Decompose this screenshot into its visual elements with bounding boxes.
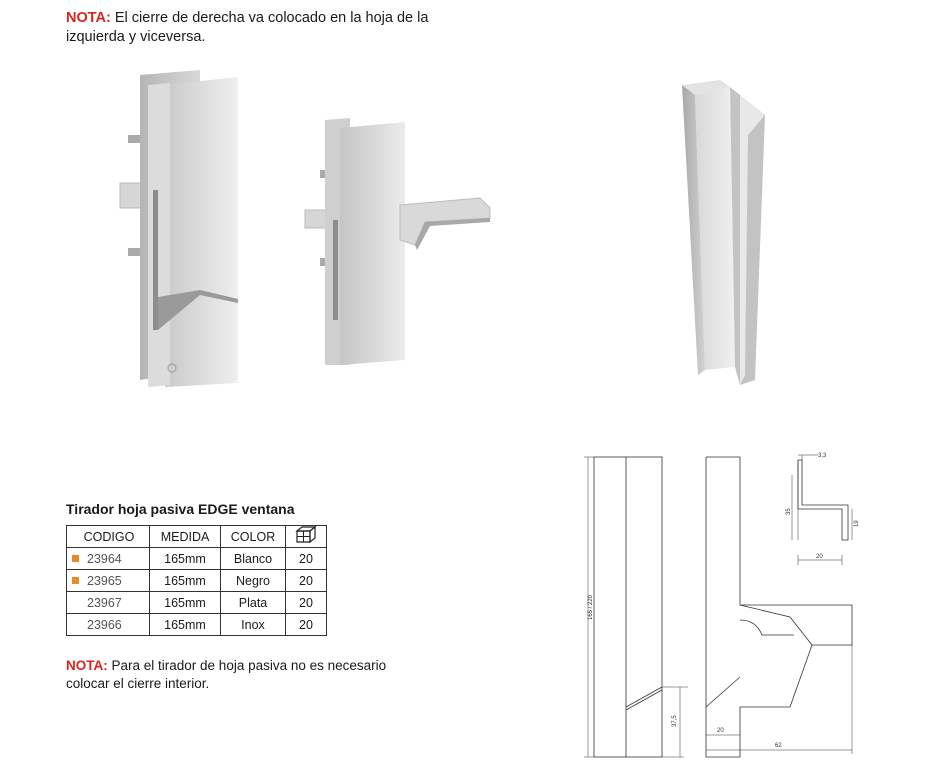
- product-measure: 165mm: [150, 592, 221, 614]
- header-color: COLOR: [221, 526, 286, 548]
- table-row: [67, 614, 327, 636]
- note-top: [66, 9, 466, 47]
- header-code: CODIGO: [67, 526, 150, 548]
- product-measure: 165mm: [150, 570, 221, 592]
- box-icon: [295, 526, 317, 544]
- product-color: Negro: [221, 570, 286, 592]
- product-table: [66, 525, 327, 636]
- product-measure: 165mm: [150, 548, 221, 570]
- table-header-row: [67, 526, 327, 548]
- product-qty: 20: [286, 592, 327, 614]
- dim-375-label: 37,5: [672, 715, 678, 727]
- table-row: [67, 570, 327, 592]
- product-measure: 165mm: [150, 614, 221, 636]
- dim-20-bottom-label: 20: [717, 728, 724, 734]
- note-bottom-text: Para el tirador de hoja pasiva no es necesario colocar el cierre interior.: [66, 658, 387, 691]
- product-code: 23964: [87, 551, 122, 566]
- table-row: [67, 592, 327, 614]
- note-top-label: NOTA:: [66, 10, 111, 26]
- table-title: Tirador hoja pasiva EDGE ventana: [66, 501, 295, 517]
- product-image-profile: [670, 75, 780, 390]
- dim-35-label: 35: [786, 508, 792, 515]
- header-box: [286, 526, 327, 548]
- drawing-section-view: [792, 455, 852, 565]
- dim-33-label: 3,3: [818, 453, 827, 459]
- dim-20-top-label: 20: [816, 554, 823, 560]
- dim-62-label: 62: [775, 743, 782, 749]
- color-marker: [72, 577, 79, 584]
- product-code: 23967: [87, 595, 122, 610]
- dim-height-label: 165 / 220: [588, 594, 594, 620]
- color-marker: [72, 555, 79, 562]
- product-image-lock-right: [110, 65, 250, 400]
- product-code: 23965: [87, 573, 122, 588]
- product-qty: 20: [286, 570, 327, 592]
- product-color: Inox: [221, 614, 286, 636]
- dim-19-label: 19: [854, 520, 860, 527]
- header-measure: MEDIDA: [150, 526, 221, 548]
- product-code: 23966: [87, 617, 122, 632]
- product-color: Plata: [221, 592, 286, 614]
- technical-drawing: [580, 445, 870, 765]
- note-top-text: El cierre de derecha va colocado en la hoja de la izquierda y viceversa.: [66, 10, 429, 45]
- note-bottom: [66, 657, 426, 693]
- drawing-front-view: [584, 457, 688, 757]
- product-qty: 20: [286, 614, 327, 636]
- drawing-side-view: [706, 457, 852, 757]
- note-bottom-label: NOTA:: [66, 658, 108, 673]
- product-image-lock-left: [295, 110, 495, 370]
- product-color: Blanco: [221, 548, 286, 570]
- product-qty: 20: [286, 548, 327, 570]
- table-row: [67, 548, 327, 570]
